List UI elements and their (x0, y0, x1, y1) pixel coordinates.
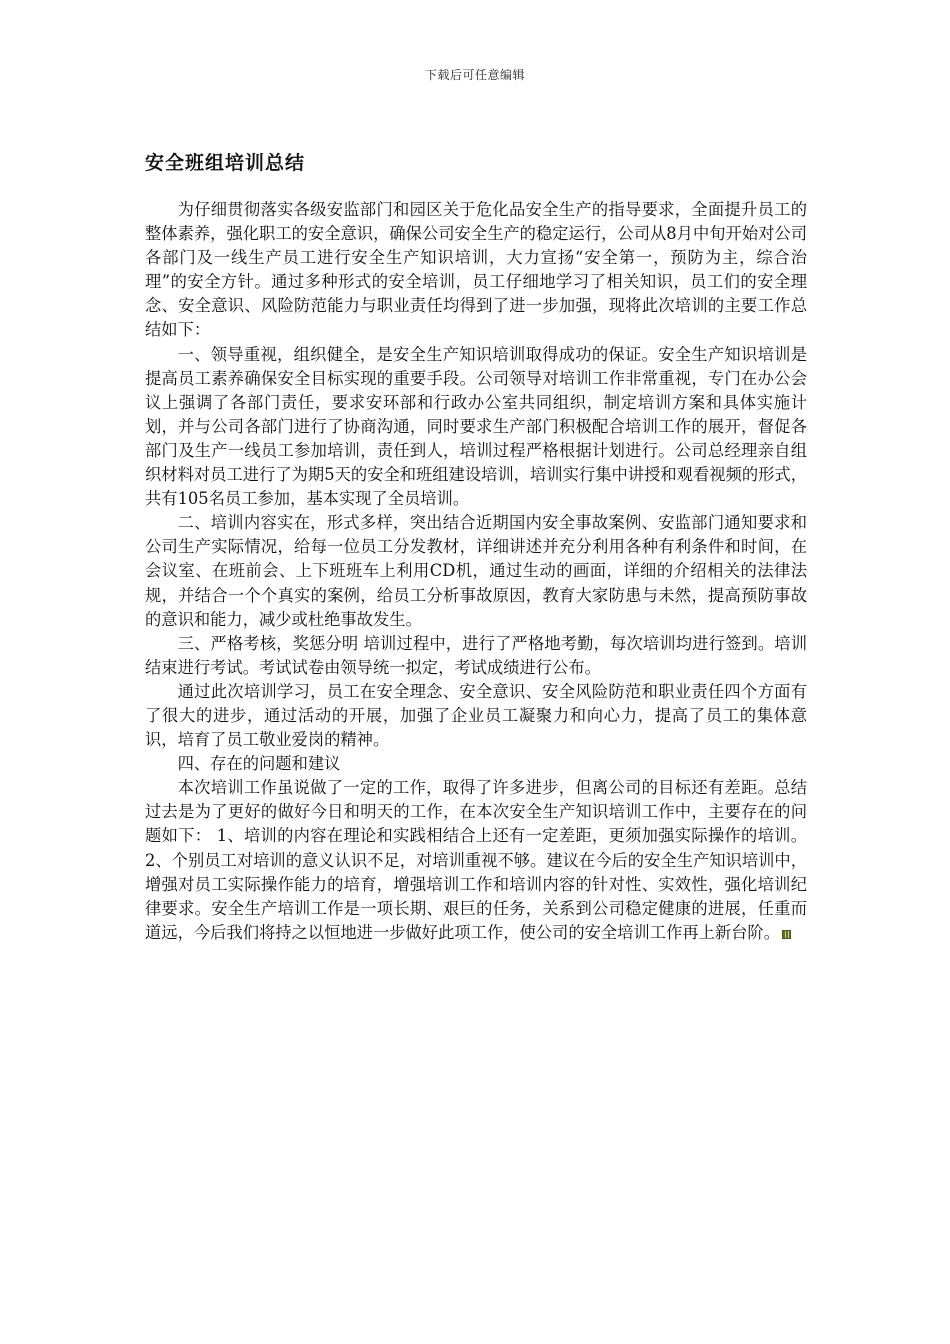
document-title: 安全班组培训总结 (145, 152, 306, 174)
paragraph-conclusion-text: 本次培训工作虽说做了一定的工作，取得了许多进步，但离公司的目标还有差距。总结过去是为了更好的做好今日和明天的工作，在本次安全生产知识培训工作中，主要存在的问题如下： 1、培训的内容在理论和实践相结合上还有一定差距，更须加强实际操作的培训。 2、个别员工对培训的意义认识不足，对培训重视不够。建议在今后的安全生产知识培训中，增强对员工实际操作能力的培育，增强培训工作和培训内容的针对性、实效性，强化培训纪律要求。安全生产培训工作是一项长期、艰巨的任务，关系到公司稳定健康的进展，任重而道远，今后我们将持之以恒地进一步做好此项工作，使公司的安全培训工作再上新台阶。 (145, 778, 807, 942)
header-note: 下载后可任意编辑 (424, 68, 525, 82)
paragraph-section-4-heading: 四、存在的问题和建议 (177, 754, 341, 774)
paragraph-section-2: 二、培训内容实在，形式多样，突出结合近期国内安全事故案例、安监部门通知要求和公司生产实际情况，给每一位员工分发教材，详细讲述并充分利用各种有利条件和时间，在会议室、在班前会、上下班班车上利用CD机，通过生动的画面，详细的介绍相关的法律法规，并结合一个个真实的案例，给员工分析事故原因，教育大家防患与未然，提高预防事故的意识和能力，减少或杜绝事故发生。 (145, 513, 807, 629)
paragraph-intro: 为仔细贯彻落实各级安监部门和园区关于危化品安全生产的指导要求，全面提升员工的整体素养，强化职工的安全意识，确保公司安全生产的稳定运行，公司从8月中旬开始对公司各部门及一线生产员工进行安全生产知识培训，大力宣扬“安全第一，预防为主，综合治理”的安全方针。通过多种形式的安全培训，员工仔细地学习了相关知识，员工们的安全理念、安全意识、风险防范能力与职业责任均得到了进一步加强，现将此次培训的主要工作总结如下： (145, 200, 807, 340)
paragraph-summary: 通过此次培训学习，员工在安全理念、安全意识、安全风险防范和职业责任四个方面有了很大的进步，通过活动的开展，加强了企业员工凝聚力和向心力，提高了员工的集体意识，培育了员工敬业爱岗的精神。 (145, 681, 807, 750)
paragraph-section-1: 一、领导重视，组织健全，是安全生产知识培训取得成功的保证。安全生产知识培训是提高员工素养确保安全目标实现的重要手段。公司领导对培训工作非常重视，专门在办公会议上强调了各部门责任，要求安环部和行政办公室共同组织，制定培训方案和具体实施计划，并与公司各部门进行了协商沟通，同时要求生产部门积极配合培训工作的展开，督促各部门及生产一线员工参加培训，责任到人，培训过程严格根据计划进行。公司总经理亲自组织材料对员工进行了为期5天的安全和班组建设培训，培训实行集中讲授和观看视频的形式，共有105名员工参加，基本实现了全员培训。 (145, 344, 807, 509)
paragraph-conclusion (145, 776, 807, 945)
document-body (145, 198, 807, 945)
paragraph-section-3: 三、严格考核，奖惩分明 培训过程中，进行了严格地考勤，每次培训均进行签到。培训结束进行考试。考试试卷由领导统一拟定，考试成绩进行公布。 (145, 633, 807, 677)
end-mark-icon (782, 930, 791, 939)
